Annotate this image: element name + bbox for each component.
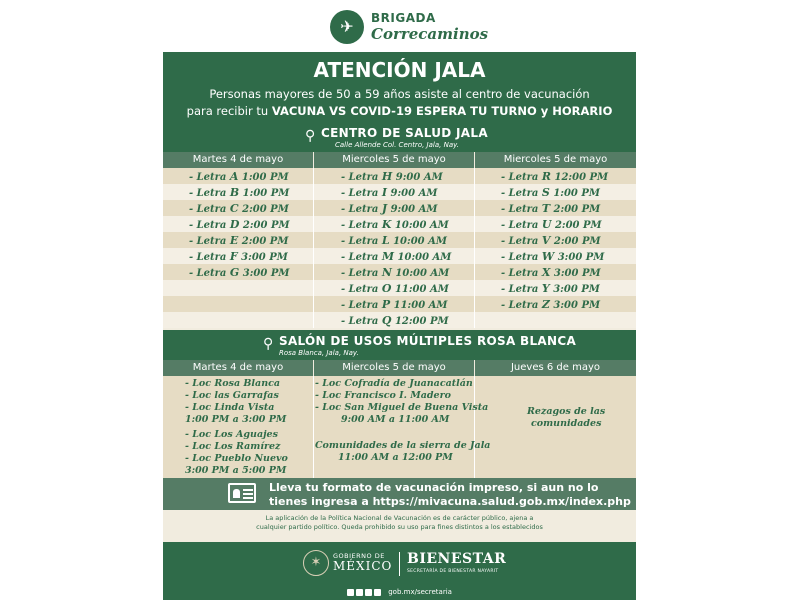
slot-prefix: - Letra	[341, 284, 382, 295]
table1-col2-header: Miercoles 5 de mayo	[314, 152, 474, 168]
slot-prefix: - Letra	[189, 172, 230, 183]
list-item	[501, 186, 600, 199]
slot-prefix: - Letra	[501, 284, 542, 295]
list-item: - Loc Los Ramírez	[185, 441, 281, 452]
list-item: - Loc Cofradía de Juanacatlán	[315, 378, 473, 389]
slot-prefix: - Letra	[341, 172, 382, 183]
gov-url[interactable]: gob.mx/secretaria	[388, 588, 452, 596]
slot-letter: M	[381, 250, 395, 263]
slot-prefix: - Letra	[189, 252, 230, 263]
slot-letter: C	[229, 202, 239, 215]
table2-col3-header: Jueves 6 de mayo	[475, 360, 636, 376]
list-item	[341, 170, 443, 183]
venue1-address: Calle Allende Col. Centro, Jala, Nay.	[335, 141, 459, 149]
slot-prefix: - Letra	[189, 220, 230, 231]
slot-time: 3:00 PM	[553, 268, 601, 279]
list-item	[189, 234, 288, 247]
slot-time: 2:00 PM	[241, 236, 289, 247]
slot-letter: I	[381, 186, 388, 199]
slot-letter: O	[381, 282, 392, 295]
twitter-icon[interactable]	[356, 589, 363, 596]
list-item	[501, 170, 608, 183]
list-item	[341, 186, 437, 199]
slot-letter: R	[541, 170, 552, 183]
slot-prefix: - Letra	[501, 236, 542, 247]
slot-prefix: - Letra	[189, 268, 230, 279]
list-item	[341, 266, 449, 279]
table1-col3-header: Miercoles 5 de mayo	[475, 152, 636, 168]
slot-time: 1:00 PM	[553, 188, 600, 199]
list-item	[341, 282, 449, 295]
slot-letter: K	[381, 218, 392, 231]
list-item: Comunidades de la sierra de Jala	[315, 440, 491, 451]
slot-time: 2:00 PM	[553, 236, 601, 247]
slot-time: 2:00 PM	[242, 220, 290, 231]
list-item: - Loc Los Aguajes	[185, 429, 278, 440]
note-line2: comunidades	[531, 418, 602, 429]
slot-prefix: - Letra	[189, 236, 230, 247]
page-title: ATENCIÓN JALA	[313, 58, 486, 82]
slot-prefix: - Letra	[501, 204, 542, 215]
gov-label: GOBIERNO DE	[333, 552, 385, 560]
list-item	[189, 266, 289, 279]
divider	[399, 552, 400, 576]
slot-prefix: - Letra	[501, 220, 542, 231]
slot-letter: L	[381, 234, 390, 247]
slot-letter: V	[541, 234, 551, 247]
slot-letter: Y	[541, 282, 550, 295]
slot-prefix: - Letra	[341, 236, 382, 247]
form-instructions-line1: Lleva tu formato de vacunación impreso, si aun no lo	[269, 481, 599, 494]
slot-time: 2:00 PM	[242, 204, 289, 215]
list-item: - Loc San Miguel de Buena Vista	[315, 402, 489, 413]
list-item	[189, 202, 289, 215]
brigada-logo-icon: ✈	[330, 10, 364, 44]
slot-time: 1:00 PM	[242, 188, 290, 199]
slot-time: 11:00 AM	[393, 300, 448, 311]
location-pin-icon: ⚲	[263, 336, 274, 352]
slot-time: 9:00 AM	[395, 172, 443, 183]
list-item	[341, 234, 447, 247]
list-item	[501, 218, 602, 231]
brand-line1: BRIGADA	[371, 11, 436, 25]
slot-letter: U	[541, 218, 552, 231]
id-card-photo	[233, 489, 240, 498]
table1-divider	[474, 168, 475, 328]
slot-prefix: - Letra	[341, 252, 382, 263]
slot-letter: P	[381, 298, 391, 311]
venue1-name: CENTRO DE SALUD JALA	[321, 126, 488, 140]
list-item	[189, 250, 288, 263]
slot-time: 10:00 AM	[397, 252, 452, 263]
list-item: - Loc las Garrafas	[185, 390, 279, 401]
slot-prefix: - Letra	[189, 188, 230, 199]
mexico-seal-icon: ✶	[303, 550, 329, 576]
time-range: 11:00 AM a 12:00 PM	[338, 452, 453, 463]
slot-letter: E	[229, 234, 239, 247]
id-card-line	[243, 489, 253, 491]
slot-prefix: - Letra	[501, 252, 542, 263]
slot-letter: N	[381, 266, 392, 279]
slot-time: 3:00 PM	[553, 284, 600, 295]
slot-prefix: - Letra	[341, 268, 382, 279]
time-range: 9:00 AM a 11:00 AM	[341, 414, 450, 425]
bienestar-title: BIENESTAR	[407, 551, 507, 567]
slot-time: 11:00 AM	[394, 284, 449, 295]
title-banner	[163, 52, 636, 122]
slot-time: 3:00 PM	[557, 252, 605, 263]
slot-letter: S	[541, 186, 550, 199]
slot-prefix: - Letra	[341, 220, 382, 231]
slot-time: 12:00 PM	[394, 316, 449, 327]
slot-prefix: - Letra	[341, 316, 382, 327]
list-item	[501, 250, 604, 263]
slot-time: 3:00 PM	[553, 300, 601, 311]
bienestar-subtitle: SECRETARÍA DE BIENESTAR NAYARIT	[407, 569, 499, 574]
slot-time: 10:00 AM	[394, 220, 449, 231]
slot-time: 12:00 PM	[554, 172, 609, 183]
table2-divider	[474, 376, 475, 478]
time-range: 1:00 PM a 3:00 PM	[185, 414, 287, 425]
slot-letter: G	[229, 266, 240, 279]
form-instructions-line2[interactable]: tienes ingresa a https://mivacuna.salud.gob.mx/index.php	[269, 495, 631, 508]
slot-letter: Q	[381, 314, 392, 327]
gov-country: MÉXICO	[333, 559, 393, 573]
form-instructions	[269, 481, 631, 509]
slot-time: 2:00 PM	[554, 220, 602, 231]
venue2-address: Rosa Blanca, Jala, Nay.	[279, 349, 359, 357]
intro-line2: para recibir tu VACUNA VS COVID-19 ESPERA TU TURNO y HORARIO	[186, 104, 613, 118]
list-item	[501, 266, 601, 279]
slot-time: 3:00 PM	[242, 268, 290, 279]
list-item	[189, 186, 289, 199]
brand-header	[163, 0, 636, 52]
slot-letter: W	[541, 250, 555, 263]
list-item	[501, 234, 601, 247]
list-item: - Loc Pueblo Nuevo	[185, 453, 288, 464]
brand-line2: Correcaminos	[371, 25, 489, 43]
list-item	[189, 218, 290, 231]
slot-letter: T	[541, 202, 551, 215]
slot-prefix: - Letra	[501, 188, 542, 199]
slot-time: 9:00 AM	[390, 188, 438, 199]
venue2-header	[163, 330, 636, 360]
location-pin-icon: ⚲	[305, 128, 316, 144]
table2-col2-header: Miercoles 5 de mayo	[314, 360, 474, 376]
slot-letter: D	[229, 218, 240, 231]
id-card-line	[243, 493, 253, 495]
poster	[163, 0, 636, 600]
social-links	[347, 588, 452, 596]
list-item	[501, 202, 600, 215]
list-item	[341, 250, 451, 263]
list-item: - Loc Linda Vista	[185, 402, 275, 413]
list-item	[501, 298, 600, 311]
instagram-icon[interactable]	[365, 589, 372, 596]
slot-letter: H	[381, 170, 393, 183]
list-item	[501, 282, 600, 295]
table1-col1-header: Martes 4 de mayo	[163, 152, 313, 168]
slot-prefix: - Letra	[501, 172, 542, 183]
list-item	[341, 218, 449, 231]
table1-divider	[313, 168, 314, 328]
slot-prefix: - Letra	[341, 204, 382, 215]
list-item: - Loc Rosa Blanca	[185, 378, 281, 389]
venue2-name: SALÓN DE USOS MÚLTIPLES ROSA BLANCA	[279, 334, 577, 348]
intro-line1: Personas mayores de 50 a 59 años asiste al centro de vacunación	[209, 87, 590, 101]
list-item	[341, 314, 449, 327]
slot-time: 10:00 AM	[393, 236, 447, 247]
venue1-header	[163, 122, 636, 152]
youtube-icon[interactable]	[374, 589, 381, 596]
slot-prefix: - Letra	[501, 300, 542, 311]
slot-time: 1:00 PM	[241, 172, 289, 183]
slot-time: 3:00 PM	[241, 252, 288, 263]
slot-prefix: - Letra	[341, 300, 382, 311]
time-range: 3:00 PM a 5:00 PM	[185, 465, 287, 476]
slot-letter: F	[229, 250, 238, 263]
table2-divider	[313, 376, 314, 478]
legal-notice: La aplicación de la Política Nacional de Vacunación es de carácter público, ajena a cualquier partido político. Queda prohibido su uso para fines distintos a los establecidos	[256, 514, 543, 531]
list-item	[341, 202, 437, 215]
note-line1: Rezagos de las	[527, 406, 606, 417]
facebook-icon[interactable]	[347, 589, 354, 596]
id-card-line	[243, 497, 253, 499]
slot-letter: Z	[541, 298, 550, 311]
slot-letter: J	[381, 202, 388, 215]
id-card-icon	[228, 483, 256, 503]
slot-time: 9:00 AM	[390, 204, 438, 215]
slot-letter: B	[229, 186, 240, 199]
slot-letter: X	[541, 266, 551, 279]
slot-letter: A	[229, 170, 239, 183]
slot-time: 10:00 AM	[395, 268, 450, 279]
list-item	[341, 298, 447, 311]
list-item: - Loc Francisco I. Madero	[315, 390, 451, 401]
slot-prefix: - Letra	[501, 268, 542, 279]
government-footer	[163, 542, 636, 600]
slot-prefix: - Letra	[189, 204, 230, 215]
slot-prefix: - Letra	[341, 188, 382, 199]
table2-col1-header: Martes 4 de mayo	[163, 360, 313, 376]
slot-time: 2:00 PM	[553, 204, 601, 215]
list-item	[189, 170, 289, 183]
